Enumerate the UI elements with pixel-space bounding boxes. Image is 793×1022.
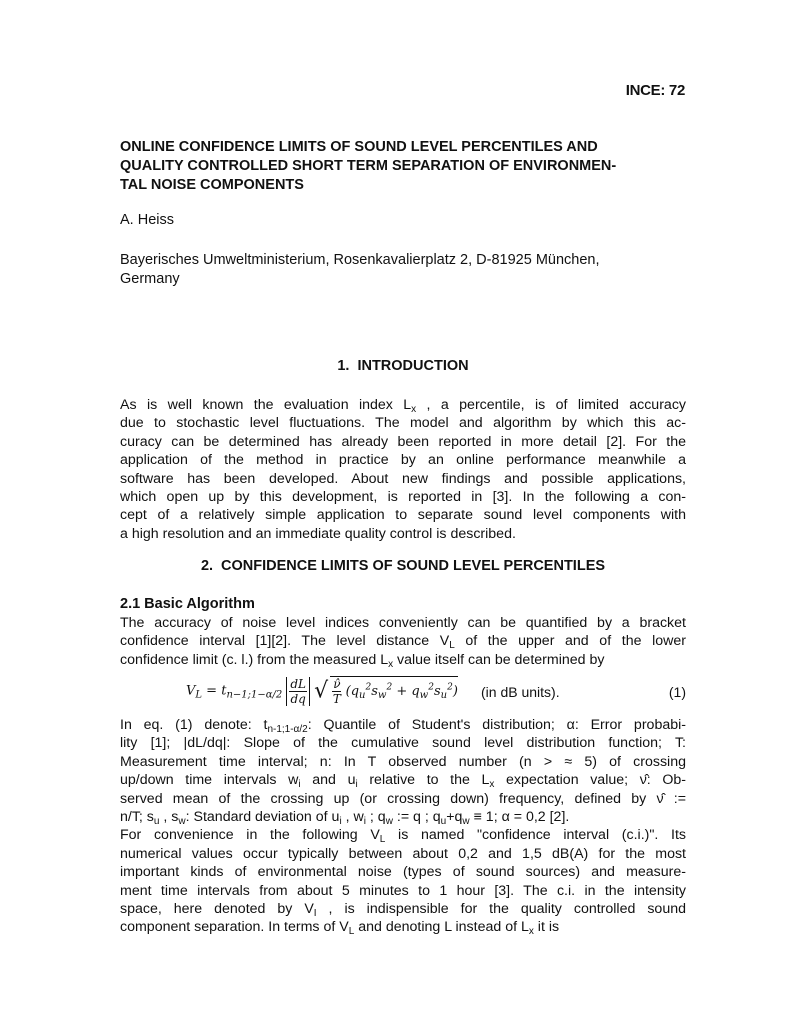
affiliation <box>120 251 690 289</box>
paragraph-line: n/T; $s_u$ , $s_w$: Standard deviation of $u_i$ , $w_i$ ; $q_w$ := q ; $q_u+q_w \equiv 1$; α = 0,2 [2]. <box>120 809 570 828</box>
section-2-heading <box>120 558 686 574</box>
paragraph-line: space, here denoted by $V_I$ , is indispensible for the quality controlled sound <box>120 901 686 920</box>
title-line: TAL NOISE COMPONENTS <box>120 177 304 193</box>
algorithm-intro-paragraph <box>120 614 686 669</box>
paragraph-line: important kinds of environmental noise (types of sound sources) and measure- <box>120 864 686 881</box>
paragraph-line: numerical values occur typically between about 0,2 and 1,5 dB(A) for the most <box>120 845 686 862</box>
paragraph-line: As is well known the evaluation index $L_x$ , a percentile, is of limited accuracy <box>120 397 687 415</box>
introduction-paragraph <box>120 396 686 543</box>
paragraph-line: due to stochastic level fluctuations. The model and algorithm by which this ac- <box>120 415 686 432</box>
paragraph-line: The accuracy of noise level indices conveniently can be quantified by a bracket <box>120 615 686 631</box>
paper-title <box>120 138 690 195</box>
section-number: 1. <box>337 358 350 374</box>
section-1-heading <box>120 358 686 374</box>
paragraph-line: confidence limit (c. l.) from the measured $L_x$ value itself can be determined by <box>120 651 605 670</box>
paragraph-line: component separation. In terms of $V_L$ and denoting L instead of $L_x$ it is <box>120 919 560 938</box>
paragraph-line: served mean of the crossing up (or crossing down) frequency, defined by ν̂ := <box>120 790 686 807</box>
affiliation-line: Bayerisches Umweltministerium, Rosenkavalierplatz 2, D-81925 München, <box>120 252 600 268</box>
section-title: INTRODUCTION <box>357 358 469 374</box>
paragraph-line: lity [1]; |dL/dq|: Slope of the cumulative sound level distribution function; T: <box>120 735 686 752</box>
page-reference: INCE: 72 <box>625 82 685 99</box>
paragraph-line: confidence interval [1][2]. The level distance $V_L$ of the upper and of the lower <box>120 633 686 652</box>
paragraph-line: ment time intervals from about 5 minutes to 1 hour [3]. The c.i. in the intensity <box>120 882 686 899</box>
paragraph-line: cept of a relatively simple application to separate sound level components with <box>120 507 686 524</box>
section-number: 2. <box>200 558 214 574</box>
equation-expression: $V_L = t_{n-1;1-\alpha/2}$ $\frac{dL}{dq}$ √ $\frac{\nû}{T}$ $(q_u^2s_w^2 + q_w^2s_u^2)$ <box>186 676 458 706</box>
paragraph-line: For convenience in the following $V_L$ is named "confidence interval (c.i.)". Its <box>120 827 686 846</box>
paragraph-line: Measurement time interval; n: In T observed number (n > ≈ 5) of crossing <box>120 753 686 770</box>
paragraph-line: application of the method in practice by an online performance meanwhile a <box>120 452 686 469</box>
paragraph-line: a high resolution and an immediate quality control is described. <box>120 525 516 542</box>
equation-units: (in dB units). <box>481 684 560 700</box>
equation-1 <box>186 672 686 718</box>
title-line: QUALITY CONTROLLED SHORT TERM SEPARATION OF ENVIRONMEN- <box>120 158 617 174</box>
slope-abs: $\frac{dL}{dq}$ <box>286 677 310 706</box>
section-title: CONFIDENCE LIMITS OF SOUND LEVEL PERCENTILES <box>221 558 606 574</box>
sqrt-term: $\frac{\nû}{T}$ $(q_u^2s_w^2 + q_w^2s_u^2)$ <box>330 676 458 706</box>
title-line: ONLINE CONFIDENCE LIMITS OF SOUND LEVEL PERCENTILES AND <box>120 139 598 155</box>
paragraph-line: software has been developed. About new findings and possible applications, <box>120 470 686 487</box>
paragraph-line: curacy can be determined has already been reported in more detail [2]. For the <box>120 433 686 450</box>
paragraph-line: which open up by this development, is reported in [3]. In the following a con- <box>120 489 686 506</box>
equation-number: (1) <box>668 684 686 700</box>
affiliation-line: Germany <box>120 271 180 287</box>
paragraph-line: up/down time intervals $w_i$ and $u_i$ relative to the $L_x$ expectation value; ν̂: Ob- <box>120 772 687 791</box>
subsection-heading: 2.1 Basic Algorithm <box>120 596 255 612</box>
paragraph-line: In eq. (1) denote: $t_{n-1;1-\alpha/2}$: Quantile of Student's distribution; α: Error probabi- <box>120 717 686 735</box>
author: A. Heiss <box>120 212 174 228</box>
equation-explanation-paragraph <box>120 716 686 937</box>
